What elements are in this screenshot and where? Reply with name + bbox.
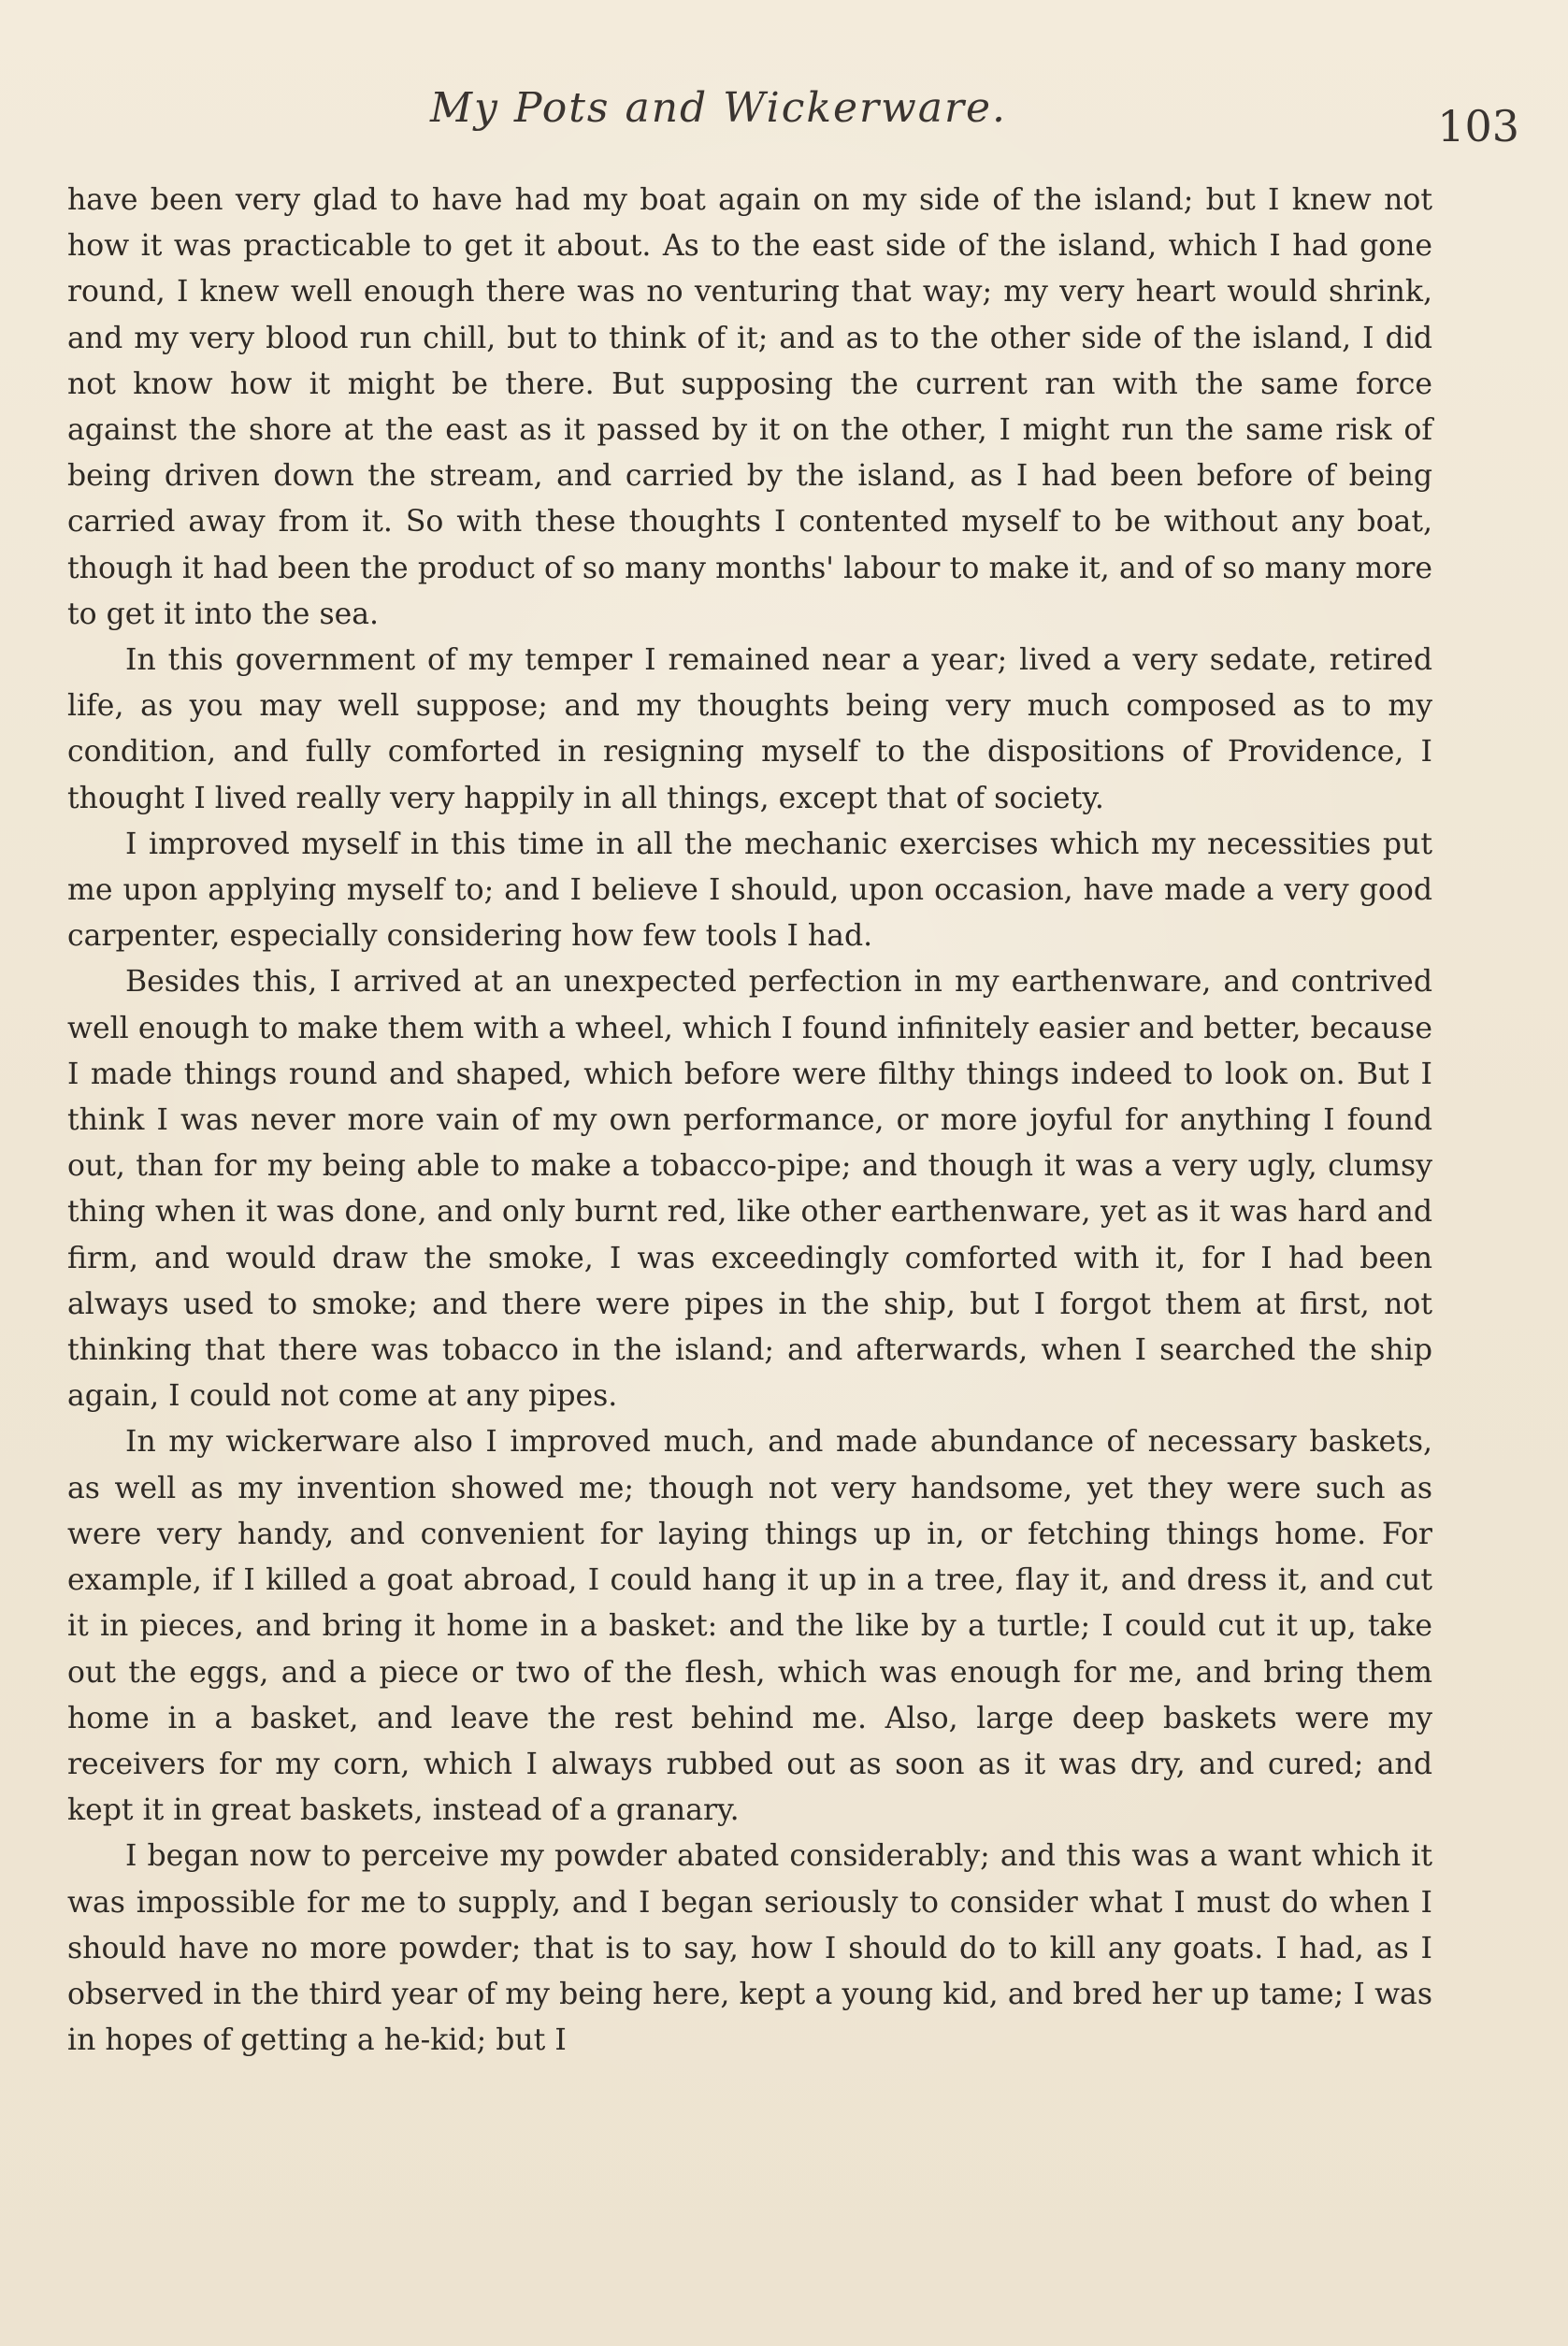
paragraph: I improved myself in this time in all the mechanic exercises which my necessities put me upon applying myself to; and I believe I should, upon occasion, have made a very good carpenter, especially considering how few tools I had.: [67, 827, 1432, 954]
paragraph: I began now to perceive my powder abated considerably; and this was a want which it was impossible for me to supply, and I began seriously to consider what I must do when I should have no more powder; that is to say, how I should do to kill any goats. I had, as I observed in the third year of my being here, kept a young kid, and bred her up tame; I was in hopes of getting a he-kid; but I: [67, 1839, 1432, 2058]
paragraph-continued: have been very glad to have had my boat again on my side of the island; but I knew not how it was practicable to get it about. As to the east side of the island, which I had gone round, I knew well enough there was no venturing that way; my very heart would shrink, and my very blood run chill, but to think of it; and as to the other side of the island, I did not know how it might be there. But supposing the current ran with the same force against the shore at the east as it passed by it on the other, I might run the same risk of being driven down the stream, and carried by the island, as I had been before of being carried away from it. So with these thoughts I contented myself to be without any boat, though it had been the product of so many months' labour to make it, and of so many more to get it into the sea.: [67, 183, 1432, 631]
paragraph: In this government of my temper I remained near a year; lived a very sedate, retired life, as you may well suppose; and my thoughts being very much composed as to my condition, and fully comforted in resigning myself to the dispositions of Providence, I thought I lived really very happily in all things, except that of society.: [67, 643, 1432, 815]
paragraph: Besides this, I arrived at an unexpected perfection in my earthenware, and contrived well enough to make them with a wheel, which I found infinitely easier and better, because I made things round and shaped, which before were filthy things indeed to look on. But I think I was never more vain of my own performance, or more joyful for anything I found out, than for my being able to make a tobacco-pipe; and though it was a very ugly, clumsy thing when it was done, and only burnt red, like other earthenware, yet as it was hard and firm, and would draw the smoke, I was exceedingly comforted with it, for I had been always used to smoke; and there were pipes in the ship, but I forgot them at first, not thinking that there was tobacco in the island; and afterwards, when I searched the ship again, I could not come at any pipes.: [67, 965, 1432, 1414]
running-title: My Pots and Wickerware.: [430, 84, 1008, 132]
page-number: 103: [1437, 101, 1519, 151]
text-body: [67, 178, 1432, 2253]
paragraph: In my wickerware also I improved much, and made abundance of necessary baskets, as well as my invention showed me; though not very handsome, yet they were such as were very handy, and convenient for laying things up in, or fetching things home. For example, if I killed a goat abroad, I could hang it up in a tree, flay it, and dress it, and cut it in pieces, and bring it home in a basket: and the like by a turtle; I could cut it up, take out the eggs, and a piece or two of the flesh, which was enough for me, and bring them home in a basket, and leave the rest behind me. Also, large deep baskets were my receivers for my corn, which I always rubbed out as soon as it was dry, and cured; and kept it in great baskets, instead of a granary.: [67, 1425, 1432, 1828]
